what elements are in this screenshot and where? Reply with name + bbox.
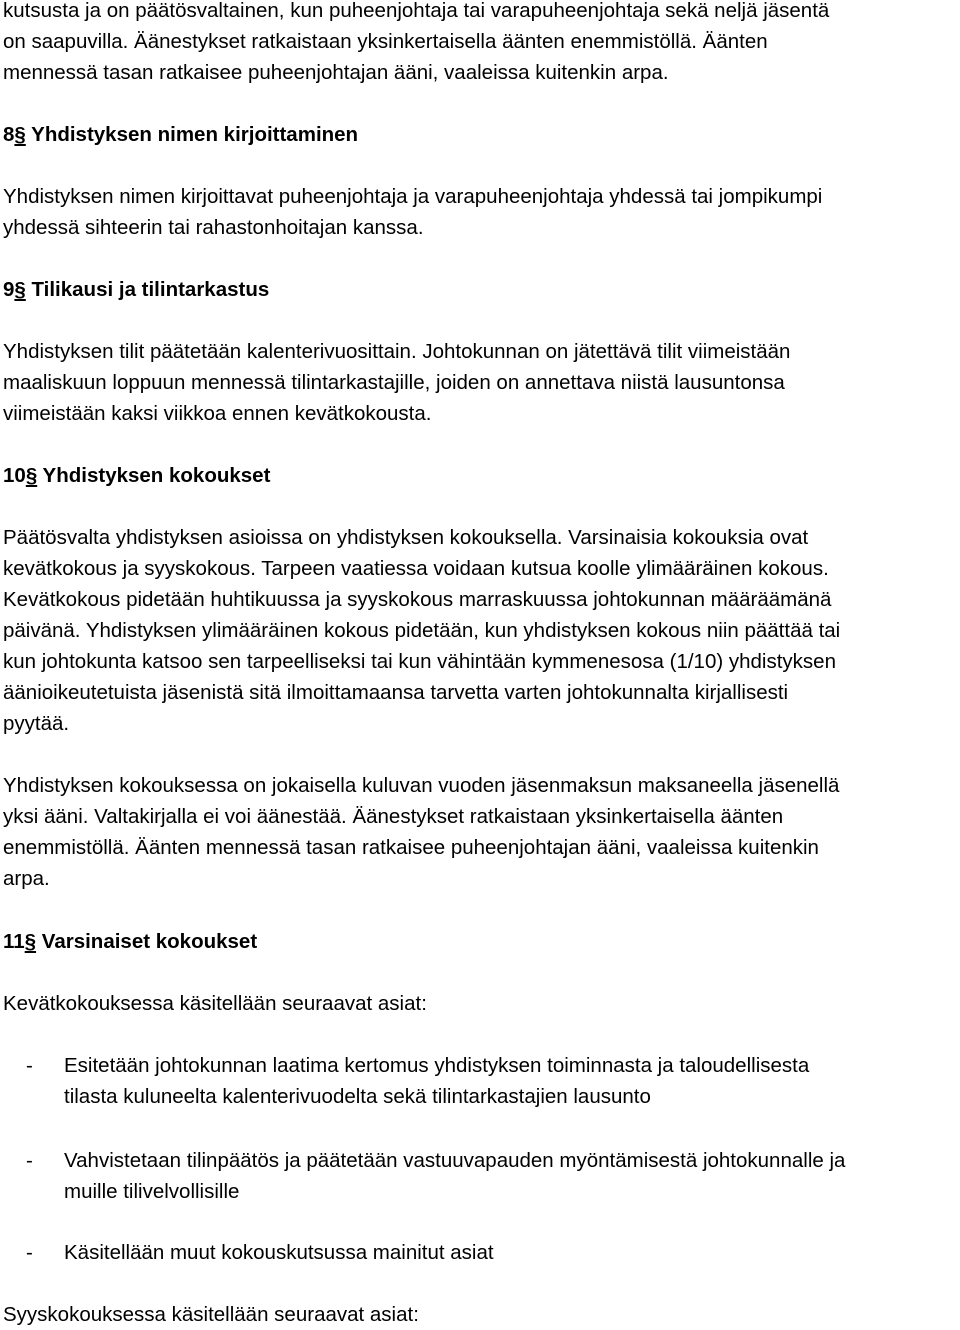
intro-line-3: mennessä tasan ratkaisee puheenjohtajan ääni, vaaleissa kuitenkin arpa. [3, 61, 669, 84]
section-11-number: 11 [3, 930, 25, 953]
list-item-1-line-1: Esitetään johtokunnan laatima kertomus yhdistyksen toiminnasta ja taloudellisesta [64, 1054, 810, 1077]
section-10-p1-line-6: äänioikeutetuista jäsenistä sitä ilmoittamaansa tarvetta varten johtokunnalta kirjallisesti [3, 681, 789, 704]
section-10-heading [3, 466, 270, 487]
section-8-number: 8 [3, 123, 15, 146]
section-8-line-1: Yhdistyksen nimen kirjoittavat puheenjohtaja ja varapuheenjohtaja yhdessä tai jompikumpi [3, 185, 823, 208]
list-dash: - [26, 1241, 33, 1264]
section-10-p1-line-4: päivänä. Yhdistyksen ylimääräinen kokous pidetään, kun yhdistyksen kokous niin päättää tai [3, 619, 841, 642]
list-dash: - [26, 1054, 33, 1077]
section-10-p2-line-3: enemmistöllä. Äänten mennessä tasan ratkaisee puheenjohtajan ääni, vaaleissa kuitenkin [3, 836, 819, 859]
section-10-p1-line-7: pyytää. [3, 712, 70, 735]
section-symbol-icon: § [25, 464, 38, 487]
section-9-number: 9 [3, 278, 15, 301]
section-10-p1-line-5: kun johtokunta katsoo sen tarpeelliseksi tai kun vähintään kymmenesosa (1/10) yhdistyksen [3, 650, 836, 673]
list-item-3-line-1: Käsitellään muut kokouskutsussa mainitut asiat [64, 1241, 494, 1264]
section-10-p1-line-2: kevätkokous ja syyskokous. Tarpeen vaatiessa voidaan kutsua koolle ylimääräinen kokous. [3, 557, 829, 580]
list-item-2-line-2: muille tilivelvollisille [64, 1180, 240, 1203]
section-8-title: Yhdistyksen nimen kirjoittaminen [31, 123, 359, 146]
section-10-p1-line-3: Kevätkokous pidetään huhtikuussa ja syyskokous marraskuussa johtokunnan määräämänä [3, 588, 832, 611]
section-8-heading [3, 125, 358, 146]
list-dash: - [26, 1149, 33, 1172]
section-9-heading [3, 280, 269, 301]
section-10-number: 10 [3, 464, 26, 487]
section-11-outro: Syyskokouksessa käsitellään seuraavat asiat: [3, 1303, 419, 1326]
section-10-p2-line-2: yksi ääni. Valtakirjalla ei voi äänestää. Äänestykset ratkaistaan yksinkertaisella äänten [3, 805, 784, 828]
intro-line-1: kutsusta ja on päätösvaltainen, kun puheenjohtaja tai varapuheenjohtaja sekä neljä jäsentä [3, 0, 830, 22]
section-symbol-icon: § [24, 930, 37, 953]
section-10-p2-line-4: arpa. [3, 867, 50, 890]
section-9-line-1: Yhdistyksen tilit päätetään kalenterivuosittain. Johtokunnan on jätettävä tilit viimeistään [3, 340, 791, 363]
section-11-intro: Kevätkokouksessa käsitellään seuraavat asiat: [3, 992, 427, 1015]
section-symbol-icon: § [14, 278, 26, 301]
section-9-line-3: viimeistään kaksi viikkoa ennen kevätkokousta. [3, 402, 432, 425]
section-11-heading [3, 932, 257, 953]
section-9-line-2: maaliskuun loppuun mennessä tilintarkastajille, joiden on annettava niistä lausuntonsa [3, 371, 785, 394]
intro-line-2: on saapuvilla. Äänestykset ratkaistaan yksinkertaisella äänten enemmistöllä. Äänten [3, 30, 768, 53]
list-item-2-line-1: Vahvistetaan tilinpäätös ja päätetään vastuuvapauden myöntämisestä johtokunnalle ja [64, 1149, 846, 1172]
section-10-p1-line-1: Päätösvalta yhdistyksen asioissa on yhdistyksen kokouksella. Varsinaisia kokouksia ovat [3, 526, 809, 549]
section-10-title: Yhdistyksen kokoukset [42, 464, 271, 487]
list-item-1-line-2: tilasta kuluneelta kalenterivuodelta sekä tilintarkastajien lausunto [64, 1085, 651, 1108]
section-8-line-2: yhdessä sihteerin tai rahastonhoitajan kanssa. [3, 216, 424, 239]
section-9-title: Tilikausi ja tilintarkastus [31, 278, 270, 301]
section-11-title: Varsinaiset kokoukset [41, 930, 258, 953]
section-10-p2-line-1: Yhdistyksen kokouksessa on jokaisella kuluvan vuoden jäsenmaksun maksaneella jäsenellä [3, 774, 840, 797]
section-symbol-icon: § [14, 123, 26, 146]
